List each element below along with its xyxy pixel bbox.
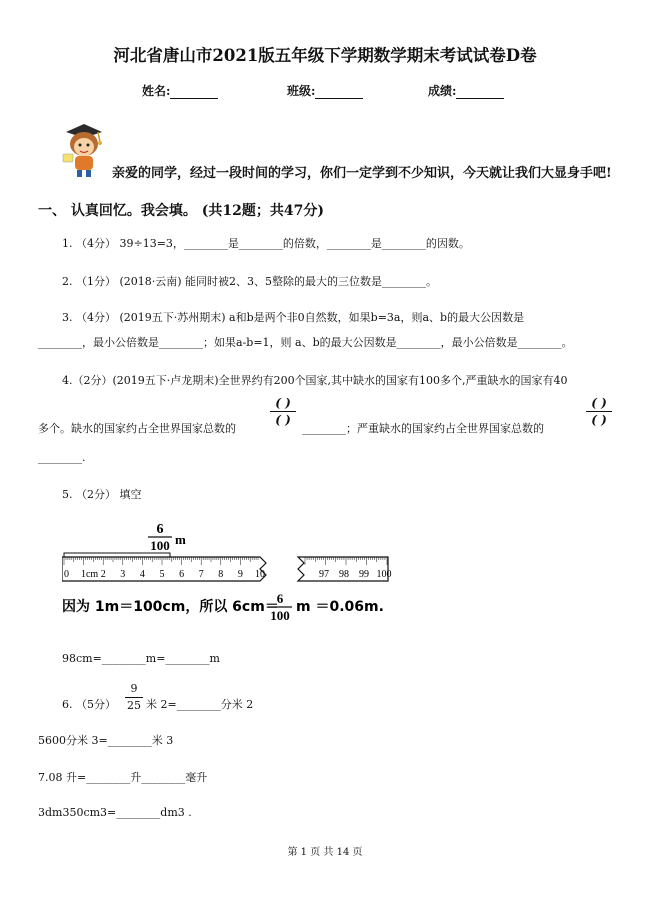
ruler-top-fraction-num: 6: [156, 522, 164, 537]
score-blank[interactable]: [456, 86, 504, 99]
class-field: [287, 82, 363, 99]
fraction-blank-1-num: ( ): [275, 396, 291, 410]
fraction-bar: [270, 411, 296, 412]
ruler-label: 1cm: [80, 569, 99, 580]
page-footer: 第 1 页 共 14 页: [287, 847, 363, 858]
name-blank[interactable]: [170, 86, 218, 99]
question-3-line1: 3. （4分） (2019五下·苏州期末) a和b是两个非0自然数，如果b=3a，则a、b的最大公因数是: [62, 311, 525, 324]
ruler-caption-den: 100: [270, 608, 290, 623]
ruler-label: 97: [319, 569, 329, 580]
name-label: 姓名:: [142, 84, 171, 98]
question-6-line3: 7.08 升=________升________毫升: [38, 771, 208, 784]
fraction-blank-2-den: ( ): [591, 413, 607, 427]
ruler-label: 7: [198, 569, 204, 580]
score-field: [428, 82, 504, 99]
question-5-line: 98cm=________m=________m: [62, 652, 220, 665]
fraction-9-25: [125, 682, 143, 713]
name-field: [142, 82, 218, 99]
ruler-caption-a: 因为 1m＝100cm，所以 6cm＝: [62, 599, 279, 615]
ruler-label: 98: [339, 569, 349, 580]
ruler-illustration: [62, 519, 392, 627]
ruler-top-fraction-den: 100: [150, 538, 170, 553]
question-4-line3: ________.: [38, 451, 86, 464]
question-6-line1: 米 2=________分米 2: [146, 698, 254, 711]
fraction-den: 25: [127, 699, 141, 712]
ruler-top-unit: m: [175, 532, 186, 547]
class-label: 班级:: [287, 84, 316, 98]
question-4-line2-b: ________；严重缺水的国家约占全世界国家总数的: [302, 422, 544, 435]
ruler-caption-num: 6: [276, 591, 284, 606]
question-4-line1: 4.（2分）(2019五下·卢龙期末)全世界约有200个国家,其中缺水的国家有100多个,严重缺水的国家有40: [62, 374, 568, 387]
question-6-line2: 5600分米 3=________米 3: [38, 734, 174, 747]
fraction-blank-1-den: ( ): [275, 413, 291, 427]
fraction-blank-2-num: ( ): [591, 396, 607, 410]
ruler-label: 4: [139, 569, 145, 580]
fraction-bar: [125, 697, 143, 698]
student-mascot-illustration: [58, 118, 108, 180]
ruler-label: 9: [237, 569, 243, 580]
question-6-label: 6. （5分）: [62, 698, 116, 711]
question-6-line4: 3dm350cm3=________dm3 .: [38, 806, 192, 819]
ruler-label: 99: [359, 569, 369, 580]
fraction-blank-2: [586, 396, 612, 427]
score-label: 成绩:: [428, 84, 457, 98]
ruler-label: 8: [218, 569, 224, 580]
greeting-text: 亲爱的同学，经过一段时间的学习，你们一定学到不少知识，今天就让我们大显身手吧!: [112, 166, 612, 181]
question-2: 2. （1分） (2018·云南) 能同时被2、3、5整除的最大的三位数是________。: [62, 275, 438, 288]
section-heading: 一、 认真回忆。我会填。 (共12题；共47分): [38, 203, 324, 219]
question-1: 1. （4分） 39÷13=3，________是________的倍数，________是________的因数。: [62, 237, 470, 250]
fraction-num: 9: [130, 682, 138, 695]
question-3-line2: ________，最小公倍数是________；如果a-b=1，则 a、b的最大公因数是________，最小公倍数是________。: [38, 336, 573, 349]
ruler-label: 0: [64, 569, 69, 580]
ruler-label: 2: [100, 569, 106, 580]
fraction-bar: [586, 411, 612, 412]
ruler-label: 10: [255, 569, 265, 580]
fraction-blank-1: [270, 396, 296, 427]
ruler-label: 6: [179, 569, 185, 580]
question-5: 5. （2分） 填空: [62, 488, 142, 501]
ruler-caption-b: m ＝0.06m.: [296, 599, 384, 615]
ruler-label: 100: [376, 569, 392, 580]
question-4-line2-a: 多个。缺水的国家约占全世界国家总数的: [38, 422, 236, 435]
class-blank[interactable]: [315, 86, 363, 99]
ruler-label: 5: [159, 569, 165, 580]
page-title: 河北省唐山市2021版五年级下学期数学期末考试试卷D卷: [113, 46, 537, 65]
ruler-label: 3: [120, 569, 126, 580]
